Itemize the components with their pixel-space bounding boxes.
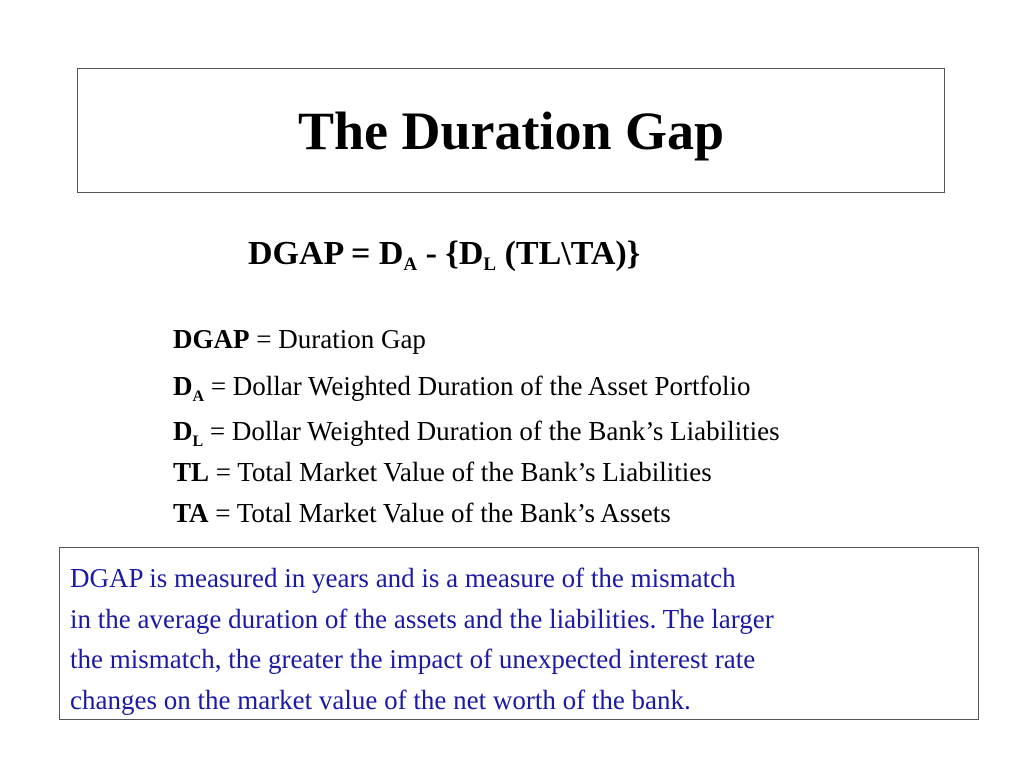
definition-term: D [173, 371, 193, 401]
slide-title: The Duration Gap [297, 100, 725, 161]
definition-text: = Duration Gap [249, 324, 426, 354]
definition-dl [173, 418, 780, 450]
definition-term: DGAP [173, 324, 250, 354]
definition-ta [173, 500, 671, 527]
explanation-line: changes on the market value of the net worth of the bank. [70, 684, 691, 715]
definition-term: TA [173, 498, 209, 528]
explanation-line: DGAP is measured in years and is a measure of the mismatch [70, 563, 736, 593]
title-box [77, 68, 945, 193]
definition-text: = Total Market Value of the Bank’s Liabilities [209, 457, 712, 487]
explanation-line: in the average duration of the assets and the liabilities. The larger [70, 603, 774, 634]
formula-lhs: DGAP = D [248, 235, 404, 272]
formula-subscript-l: L [483, 254, 497, 275]
definition-subscript: L [192, 433, 204, 450]
definition-subscript: A [192, 388, 205, 405]
definition-tl [173, 459, 712, 486]
formula-subscript-a: A [403, 254, 418, 275]
definition-term: D [173, 416, 193, 446]
definition-text: = Dollar Weighted Duration of the Asset Portfolio [204, 371, 751, 401]
definition-dgap [173, 326, 426, 353]
formula-rhs: (TL\TA)} [496, 235, 641, 272]
explanation-line: the mismatch, the greater the impact of unexpected interest rate [70, 644, 756, 674]
definition-da [173, 373, 751, 405]
definition-text: = Total Market Value of the Bank’s Assets [208, 498, 671, 528]
explanation-box [59, 547, 979, 720]
definition-term: TL [173, 457, 210, 487]
duration-gap-formula [248, 234, 640, 277]
definition-text: = Dollar Weighted Duration of the Bank’s Liabilities [203, 416, 780, 446]
formula-mid: - {D [417, 235, 484, 272]
